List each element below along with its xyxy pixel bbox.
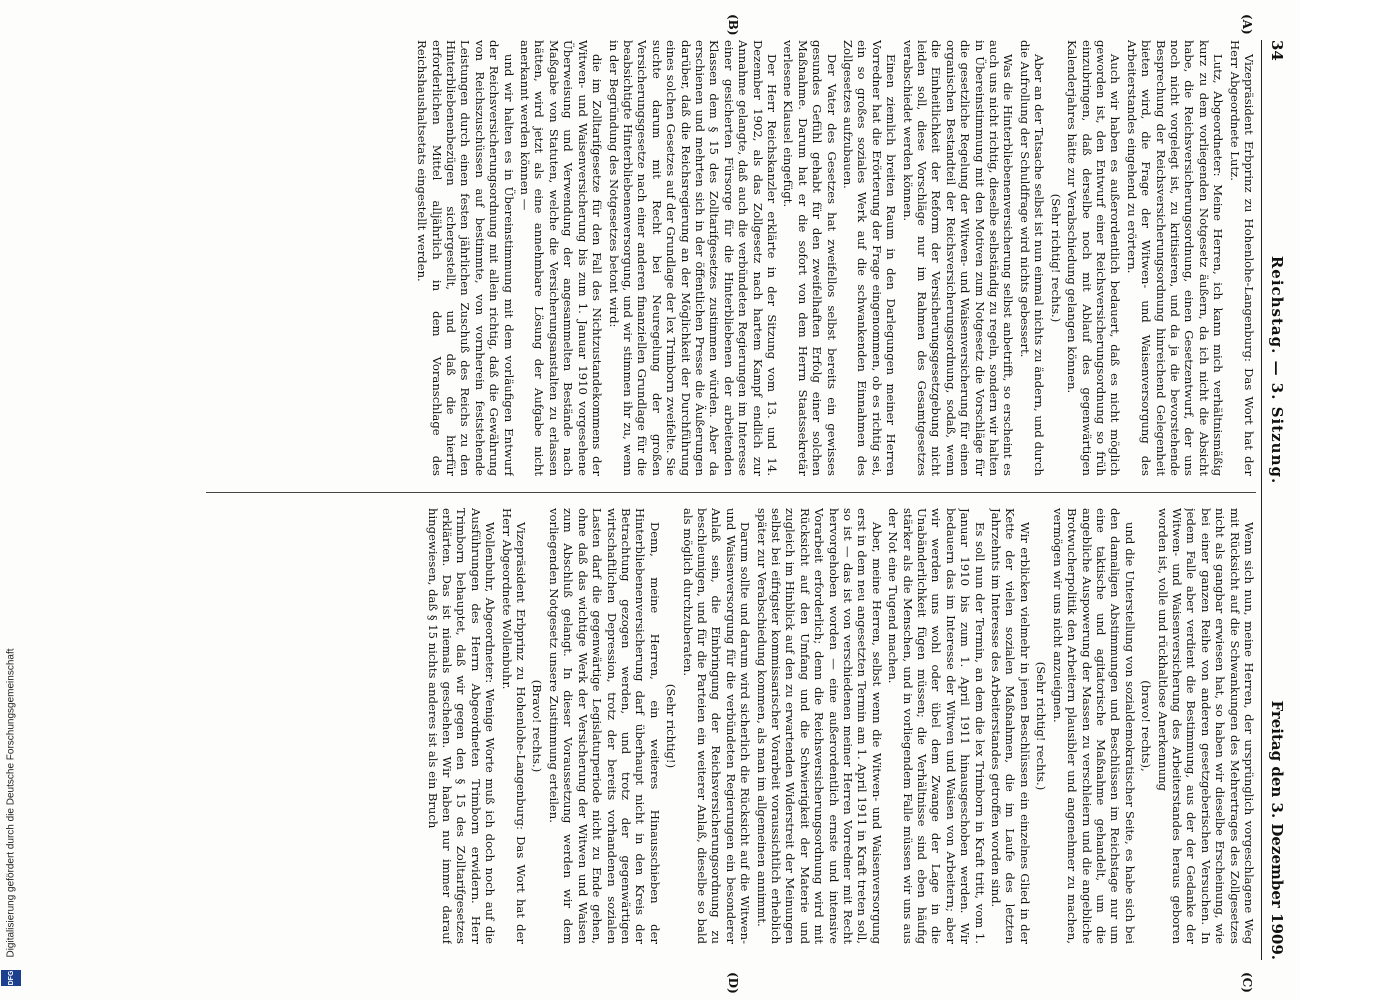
- digitization-credit: Digitalisierung gefördert durch die Deutsche Forschungsgemeinschaft: [5, 648, 17, 958]
- interjection: (Sehr richtig! rechts.): [1048, 193, 1063, 323]
- paragraph: Wenn sich nun, meine Herren, der ursprünglich vorgeschlagene Weg mit Rücksicht auf die Schwankungen des Mehrertrages des Zollgesetzes nicht als gangbar erwiesen hat, so haben wir dieselbe Erscheinung, wie bei einer ganzen Reihe von anderen gesetzgeberischen Versuchen. In jedem Falle aber verdient die Bestimmung, aus der der Gedanke der Witwen- und Waisenversicherung des Arbeiterstandes heraus geboren worden ist, volle und rückhaltlose Anerkennung: [1155, 508, 1256, 944]
- paragraph: Aber an der Tatsache selbst ist nun einmal nichts zu ändern, und durch die Aufrollung der Schuldfrage wird nichts gebessert.: [1017, 40, 1047, 476]
- speaker-paragraph: Vizepräsident Erbprinz zu Hohenlohe-Langenburg: Das Wort hat der Herr Abgeordnete Wollenbuhr.: [499, 508, 529, 944]
- page-header: [1264, 40, 1290, 960]
- speaker-paragraph: Vizepräsident Erbprinz zu Hohenlohe-Langenburg: Das Wort hat der Herr Abgeordnete Lutz.: [1227, 40, 1256, 476]
- speaker-paragraph: Lutz, Abgeordneter: Meine Herren, ich kann mich verhältnismäßig kurz zu dem vorliegenden Notgesetz äußern, da ich nicht die Absicht habe, die Reichsversicherungsordnung, einen Gesetzentwurf, der uns noch nicht vorgelegt ist, zu kritisieren, und da ja die bevorstehende Besprechung der Reichsversicherungsordnung hinreichend Gelegenheit bieten wird, die Frage der Witwen- und Waisenversorgung des Arbeiterstandes eingehend zu erörtern.: [1124, 40, 1226, 476]
- margin-mark-c: (C): [1240, 972, 1254, 993]
- paragraph: Der Herr Reichskanzler erklärte in der Sitzung vom 13. und 14. Dezember 1902, als das Zollgesetz nach hartem Kampf endlich zur Annahme gelangte, daß auch die verbündeten Regierungen im Interesse einer gesicherten Fürsorge für die Hinterbliebenen der arbeitenden Klassen dem § 15 des Zolltarifgesetzes zustimmen würden. Aber da erschienen und mehrten sich in der öffentlichen Presse die Äußerungen darüber, daß die Reichsregierung an der Möglichkeit der Durchführung eines solchen Gesetzes auf der Grundlage der lex Trimborn zweifelte. Sie suchte darum mit Recht bei Neuregelung der großen Versicherungsgesetze nach einer anderen finanziellen Grundlage für die beabsichtigte Hinterbliebenenversorgung, und wir stimmen ihr zu, wenn in der Begründung des Notgesetzes betont wird:: [606, 40, 779, 476]
- paragraph: Aber, meine Herren, selbst wenn die Witwen- und Waisenversorgung erst in dem neu angesetzten Termin am 1. April 1911 in Kraft treten soll, so ist — das ist von verschiedenen meiner Herren Vorredner mit Recht hervorgehoben worden — eine außerordentlich ernste und intensive Vorarbeit erforderlich; denn die Reichsversicherungsordnung wird mit Rücksicht auf den Umfang und die Schwierigkeit der Materie und zugleich im Hinblick auf den zu erwartenden Widerstreit der Meinungen selbst bei eifrigster kommissarischer Vorarbeit voraussichtlich erheblich später zur Verabschiedung kommen, als man im allgemeinen annimmt.: [754, 508, 884, 944]
- left-text-column: [196, 40, 1256, 476]
- paragraph: Denn, meine Herren, ein weiteres Hinausschieben der Hinterbliebenenversicherung darf überhaupt nicht in den Kreis der Betrachtung gezogen werden, und trotz der gegenwärtigen wirtschaftlichen Depression, trotz der bereits vorhandenen sozialen Lasten darf die gegenwärtige Legislaturperiode nicht zu Ende gehen, ohne daß das wichtige Werk der Versicherung der Witwen und Waisen zum Abschluß gelangt. In dieser Voraussetzung werden wir dem vorliegenden Notgesetz unsere Zustimmung erteilen.: [546, 508, 662, 944]
- paragraph: und wir halten es in Übereinstimmung mit dem vorläufigen Entwurf der Reichsversicherungsordnung mit allein richtig, daß die Gewährung von Reichszuschüssen auf bestimmte, von vornherein feststehende Leistungen durch einen festen jährlichen Zuschuß des Reichs zu den Hinterbliebenenbezügen sichergestellt, und daß die hierfür erforderlichen Mittel alljährlich in dem Voranschlage des Reichshaushaltsetats eingestellt werden.: [415, 40, 516, 476]
- paragraph: Auch wir haben es außerordentlich bedauert, daß es nicht möglich geworden ist, den Entwurf einer Reichsversicherungsordnung so früh einzubringen, daß derselbe noch mit Ablauf des gegenwärtigen Kalenderjahres hätte zur Verabschiedung gelangen können.: [1065, 40, 1123, 476]
- paragraph: Einen ziemlich breiten Raum in den Darlegungen meiner Herren Vorredner hat die Erörterung der Frage eingenommen, ob es richtig sei, ein so großes soziales Werk auf die schwankenden Einnahmen des Zollgesetzes aufzubauen.: [841, 40, 899, 476]
- paragraph: die im Zolltarifgesetze für den Fall des Nichtzustandekommens der Witwen- und Waisenversicherung bis zum 1. Januar 1910 vorgesehene Überweisung und Verwendung der angesammelten Bestände nach Maßgabe von Statuten, welche die Versicherungsanstalten zu erlassen hätten, wird jetzt als eine annehmbare Lösung der Aufgabe nicht anerkannt werden können —: [518, 40, 605, 476]
- interjection: (bravo! rechts),: [1139, 680, 1154, 772]
- margin-mark-a: (A): [1240, 14, 1254, 35]
- dfg-logo: DFG: [1, 970, 21, 986]
- right-text-column: [196, 508, 1256, 944]
- margin-mark-d: (D): [726, 972, 740, 994]
- running-title: Reichstag. — 3. Sitzung.: [1268, 255, 1286, 485]
- page-number: 34: [1268, 40, 1286, 61]
- session-date: Freitag den 3. Dezember 1909.: [1268, 700, 1286, 960]
- paragraph: Es soll nun der Termin, an dem die lex Trimborn in Kraft tritt, vom 1. Januar 1910 bis zum 1. April 1911 hinausgeschoben werden. Wir bedauern das im Interesse der Witwen und Waisen von Arbeitern; aber wir werden uns wohl oder übel dem Zwange der Lage in die Unabänderlichkeit fügen müssen; die Verhältnisse sind eben häufig stärker als die Menschen, und in vorliegendem Falle müssen wir uns aus der Not eine Tugend machen.: [886, 508, 987, 944]
- header-rule: [1261, 40, 1262, 960]
- paragraph: Darum sollte und darum wird sicherlich die Rücksicht auf die Witwen- und Waisenversorgung für die verbündeten Regierungen ein besonderer Anlaß sein, die Einbringung der Reichsversicherungsordnung zu beschleunigen, und für die Parteien ein weiterer Anlaß, dieselbe so bald als möglich durchzuberaten.: [680, 508, 753, 944]
- interjection: (Sehr richtig!): [664, 683, 679, 769]
- paragraph: Der Vater des Gesetzes hat zweifellos selbst bereits ein gewisses gesundes Gefühl gehabt für den zweifelhaften Erfolg einer solchen Maßnahme. Darum hat er die sofort von dem Herrn Staatssekretär verlesene Klausel eingefügt.: [781, 40, 839, 476]
- speaker-paragraph: Wollenbuhr, Abgeordneter: Wenige Worte muß ich doch noch auf die Ausführungen des Herrn Abgeordneten Trimborn erwidern. Herr Trimborn behauptet, daß wir gegen den § 15 des Zolltarifgesetzes erklärten. Das ist niemals geschehen. Wir haben nur immer darauf hingewiesen, daß § 15 nichts anderes ist als ein Bruch: [425, 508, 498, 944]
- paragraph: Wir erblicken vielmehr in jenen Beschlüssen ein einzelnes Glied in der Kette der vielen sozialen Maßnahmen, die im Laufe des letzten Jahrzehnts im Interesse des Arbeiterstandes getroffen worden sind.: [989, 508, 1032, 944]
- paragraph: Was die Hinterbliebenenversicherung selbst anbetrifft, so erscheint es auch uns nicht richtig, dieselbe selbständig zu regeln, sondern wir halten in Übereinstimmung mit den Motiven zum Notgesetz die Vorschläge für die gesetzliche Regelung der Witwen- und Waisenversicherung für einen organischen Bestandteil der Reichsversicherungsordnung, sodaß, wenn die Einheitlichkeit der Reform der Versicherungsgesetzgebung nicht leiden soll, diese Vorschläge nur im Rahmen des Gesamtgesetzes verabschiedet werden können.: [900, 40, 1016, 476]
- column-divider: [206, 492, 1256, 493]
- paragraph: und die Unterstellung von sozialdemokratischer Seite, es habe sich bei den damaligen Abstimmungen und Beschlüssen im Reichstage nur um eine taktische und agitatorische Maßnahme gehandelt, um die angebliche Auspowerung der Massen zu verschleiern und die angebliche Brotwucherpolitik den Arbeitern plausibler und angenehmer zu machen, vermögen wir uns nicht anzueignen.: [1050, 508, 1137, 944]
- margin-mark-b: (B): [726, 14, 740, 36]
- interjection: (Sehr richtig! rechts.): [1034, 661, 1049, 791]
- interjection: (Bravo! rechts.): [530, 679, 545, 773]
